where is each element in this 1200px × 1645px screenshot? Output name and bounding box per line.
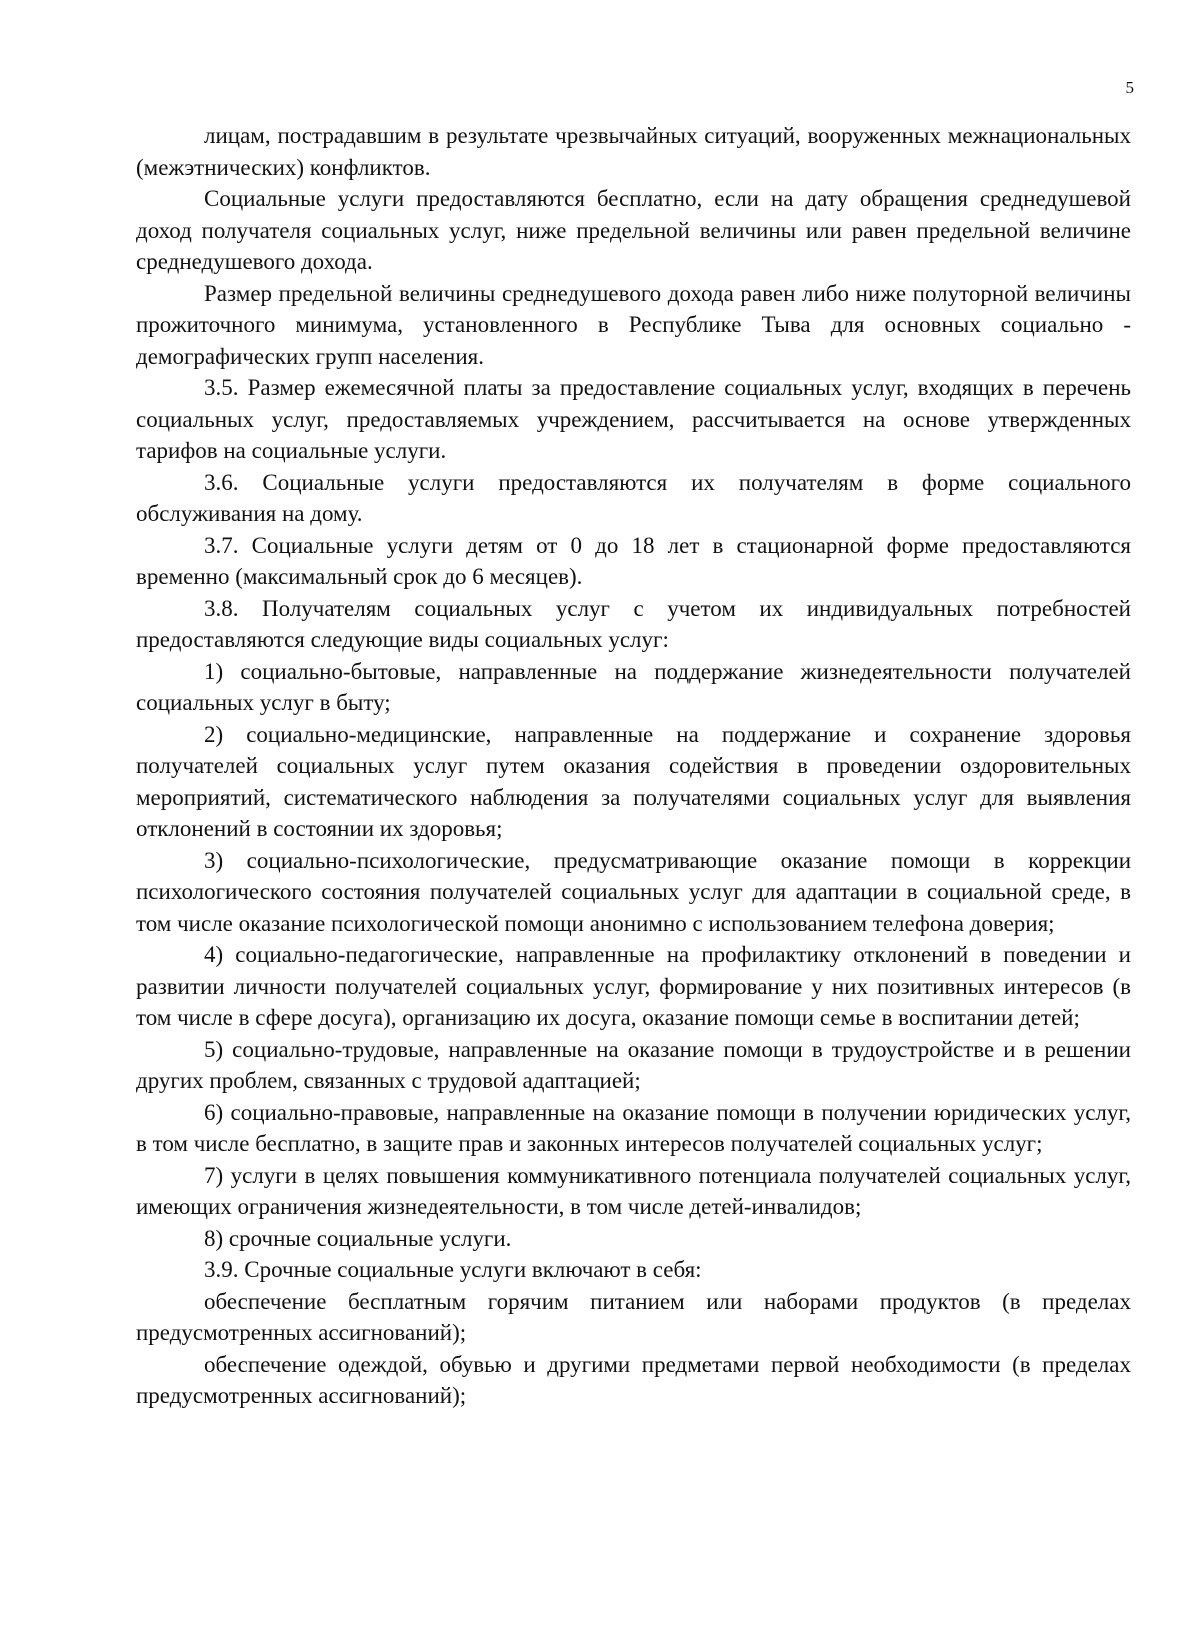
paragraph-continuation: лицам, пострадавшим в результате чрезвычайных ситуаций, вооруженных межнациональных (межэтнических) конфликтов. bbox=[136, 123, 1131, 180]
list-item-1: 1) социально-бытовые, направленные на поддержание жизнедеятельности получателей социальных услуг в быту; bbox=[136, 658, 1131, 715]
list-item-8: 8) срочные социальные услуги. bbox=[204, 1225, 512, 1251]
document-body bbox=[136, 120, 1131, 1412]
list-item-2: 2) социально-медицинские, направленные на поддержание и сохранение здоровья получателей социальных услуг путем оказания содействия в проведении оздоровительных мероприятий, систематического наблюдения за получателями социальных услуг для выявления отклонений в состоянии их здоровья; bbox=[136, 721, 1131, 841]
paragraph-3-9: 3.9. Срочные социальные услуги включают в себя: bbox=[204, 1257, 702, 1282]
paragraph-free-services: Социальные услуги предоставляются бесплатно, если на дату обращения среднедушевой доход получателя социальных услуг, ниже предельной величины или равен предельной величине среднедушевого дохода. bbox=[136, 186, 1131, 274]
list-item-4: 4) социально-педагогические, направленные на профилактику отклонений в поведении и развитии личности получателей социальных услуг, формирование у них позитивных интересов (в том числе в сфере досуга), организацию их досуга, оказание помощи семье в воспитании детей; bbox=[136, 942, 1131, 1030]
paragraph-3-6: 3.6. Социальные услуги предоставляются их получателям в форме социального обслуживания на дому. bbox=[136, 469, 1131, 526]
paragraph-3-8: 3.8. Получателям социальных услуг с учетом их индивидуальных потребностей предоставляются следующие виды социальных услуг: bbox=[136, 595, 1131, 652]
list-item-6: 6) социально-правовые, направленные на оказание помощи в получении юридических услуг, в том числе бесплатно, в защите прав и законных интересов получателей социальных услуг; bbox=[136, 1099, 1131, 1156]
urgent-service-food: обеспечение бесплатным горячим питанием или наборами продуктов (в пределах предусмотренных ассигнований); bbox=[136, 1288, 1131, 1345]
page-number: 5 bbox=[1125, 78, 1134, 97]
paragraph-3-5: 3.5. Размер ежемесячной платы за предоставление социальных услуг, входящих в перечень социальных услуг, предоставляемых учреждением, рассчитывается на основе утвержденных тарифов на социальные услуги. bbox=[136, 375, 1131, 463]
urgent-service-clothing: обеспечение одеждой, обувью и другими предметами первой необходимости (в пределах предусмотренных ассигнований); bbox=[136, 1351, 1131, 1408]
list-item-7: 7) услуги в целях повышения коммуникативного потенциала получателей социальных услуг, имеющих ограничения жизнедеятельности, в том числе детей-инвалидов; bbox=[136, 1162, 1131, 1219]
list-item-3: 3) социально-психологические, предусматривающие оказание помощи в коррекции психологического состояния получателей социальных услуг для адаптации в социальной среде, в том числе оказание психологической помощи анонимно с использованием телефона доверия; bbox=[136, 847, 1131, 936]
paragraph-3-7: 3.7. Социальные услуги детям от 0 до 18 лет в стационарной форме предоставляются временно (максимальный срок до 6 месяцев). bbox=[136, 532, 1131, 589]
paragraph-income-limit: Размер предельной величины среднедушевого дохода равен либо ниже полуторной величины прожиточного минимума, установленного в Республике Тыва для основных социально - демографических групп населения. bbox=[136, 280, 1131, 369]
list-item-5: 5) социально-трудовые, направленные на оказание помощи в трудоустройстве и в решении других проблем, связанных с трудовой адаптацией; bbox=[136, 1036, 1131, 1093]
